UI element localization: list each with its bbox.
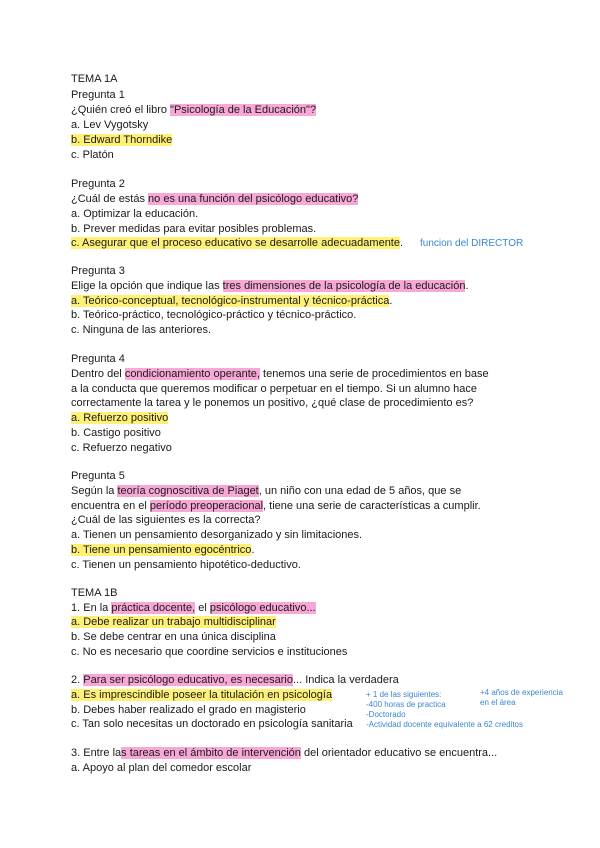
question-4-text-line-2: a la conducta que queremos modificar o perpetuar en el tiempo. Si un alumno hace <box>71 383 478 395</box>
annotation-note: en el área <box>480 698 516 707</box>
question-2-option-b: b. Prever medidas para evitar posibles problemas. <box>71 223 317 235</box>
question-1b-2-option-b: b. Debes haber realizado el grado en magisterio <box>71 704 306 716</box>
highlight: Para ser psicólogo educativo, es necesario <box>83 674 293 686</box>
highlight: psicólogo educativo... <box>209 602 316 614</box>
question-1-text: ¿Quién creó el libro "Psicología de la Educación"? <box>71 104 317 116</box>
question-1b-2-option-a: a. Es imprescindible poseer la titulación en psicología <box>71 689 333 701</box>
question-3-text: Elige la opción que indique las tres dimensiones de la psicología de la educación. <box>71 280 469 292</box>
question-3-label: Pregunta 3 <box>71 265 125 277</box>
question-5-option-b: b. Tiene un pensamiento egocéntrico. <box>71 544 255 556</box>
highlight: práctica docente, <box>111 602 196 614</box>
question-3-option-b: b. Teórico-práctico, tecnológico-práctico y técnico-práctico. <box>71 309 357 321</box>
highlight: "Psicología de la Educación"? <box>170 104 317 116</box>
question-1b-3-option-a: a. Apoyo al plan del comedor escolar <box>71 762 252 774</box>
question-2-option-a: a. Optimizar la educación. <box>71 208 199 220</box>
question-1b-1-option-a: a. Debe realizar un trabajo multidisciplinar <box>71 616 276 628</box>
question-5-text-line-3: ¿Cuál de las siguientes es la correcta? <box>71 514 261 526</box>
highlight: condicionamiento operante, <box>124 368 260 380</box>
question-5-option-a: a. Tienen un pensamiento desorganizado y sin limitaciones. <box>71 529 363 541</box>
question-5-label: Pregunta 5 <box>71 470 125 482</box>
annotation-note: +4 años de experiencia <box>480 688 563 697</box>
question-5-option-c: c. Tienen un pensamiento hipotético-deductivo. <box>71 559 301 571</box>
highlight: teoría cognoscitiva de Piaget <box>117 485 259 497</box>
question-1b-1-text: 1. En la práctica docente, el psicólogo educativo... <box>71 602 316 614</box>
question-1b-2-option-c: c. Tan solo necesitas un doctorado en psicología sanitaria <box>71 718 353 730</box>
question-4-label: Pregunta 4 <box>71 353 125 365</box>
question-5-text-line-2: encuentra en el período preoperacional, tiene una serie de características a cumplir. <box>71 500 481 512</box>
annotation-note: -400 horas de practica <box>366 700 446 709</box>
question-1b-2-text: 2. Para ser psicólogo educativo, es necesario... Indica la verdadera <box>71 674 399 686</box>
question-4-option-c: c. Refuerzo negativo <box>71 442 172 454</box>
question-1b-1-option-c: c. No es necesario que coordine servicios e instituciones <box>71 646 348 658</box>
question-4-text-line-1: Dentro del condicionamiento operante, tenemos una serie de procedimientos en base <box>71 368 489 380</box>
highlight: no es una función del psicólogo educativo? <box>148 193 359 205</box>
highlight: período preoperacional <box>149 500 264 512</box>
question-1-option-a: a. Lev Vygotsky <box>71 119 149 131</box>
annotation-note: -Actividad docente equivalente a 62 creditos <box>366 720 523 729</box>
question-3-option-a: a. Teórico-conceptual, tecnológico-instrumental y técnico-práctica. <box>71 295 393 307</box>
question-1b-3-text: 3. Entre las tareas en el ámbito de intervención del orientador educativo se encuentra... <box>71 747 498 759</box>
section-title-tema-1a: TEMA 1A <box>71 73 118 85</box>
question-3-option-c: c. Ninguna de las anteriores. <box>71 324 212 336</box>
annotation-note: funcion del DIRECTOR <box>420 238 524 249</box>
highlight: tres dimensiones de la psicología de la educación <box>222 280 466 292</box>
question-1-option-b: b. Edward Thorndike <box>71 134 173 146</box>
question-2-label: Pregunta 2 <box>71 178 125 190</box>
annotation-note: + 1 de las siguientes: <box>366 690 442 699</box>
highlight: s tareas en el ámbito de intervención <box>121 747 301 759</box>
annotation-note: -Doctorado <box>366 710 406 719</box>
question-2-text: ¿Cuál de estás no es una función del psicólogo educativo? <box>71 193 359 205</box>
question-2-option-c: c. Asegurar que el proceso educativo se desarrolle adecuadamente. <box>71 237 404 249</box>
question-1-option-c: c. Platón <box>71 149 114 161</box>
question-1b-1-option-b: b. Se debe centrar en una única disciplina <box>71 631 276 643</box>
question-5-text-line-1: Según la teoría cognoscitiva de Piaget, un niño con una edad de 5 años, que se <box>71 485 462 497</box>
question-1-label: Pregunta 1 <box>71 89 125 101</box>
section-title-tema-1b: TEMA 1B <box>71 587 118 599</box>
question-4-option-a: a. Refuerzo positivo <box>71 412 169 424</box>
question-4-option-b: b. Castigo positivo <box>71 427 161 439</box>
question-4-text-line-3: correctamente la tarea y le ponemos un positivo, ¿qué clase de procedimiento es? <box>71 397 474 409</box>
